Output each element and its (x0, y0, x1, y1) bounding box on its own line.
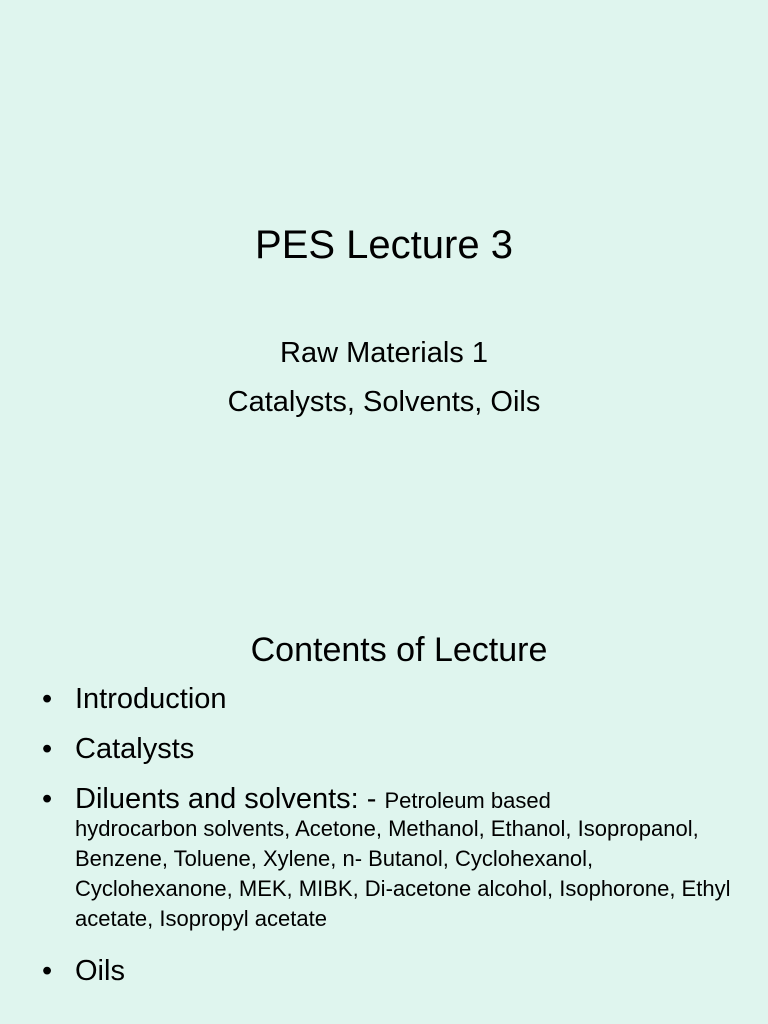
list-item-oils (42, 954, 742, 988)
list-item-label: Catalysts (75, 733, 195, 765)
bullet-icon: • (42, 955, 53, 987)
list-item-detail-first: Petroleum based (384, 788, 551, 813)
list-item-label: Oils (75, 955, 125, 987)
list-item-catalysts (42, 732, 742, 766)
bullet-icon: • (42, 683, 53, 715)
list-item-detail: hydrocarbon solvents, Acetone, Methanol, Ethanol, Isopropanol, Benzene, Toluene, Xylene, n- Butanol, Cyclohexanol, Cyclohexanone, MEK, MIBK, Di-acetone alcohol, Isophorone, Ethyl acetate, Isopropyl acetate (75, 816, 731, 931)
contents-slide (0, 610, 768, 1024)
contents-list (42, 682, 742, 1004)
subtitle-raw-materials: Raw Materials 1 (280, 337, 488, 369)
list-item-introduction (42, 682, 742, 716)
list-item-label: Introduction (75, 683, 227, 715)
bullet-icon: • (42, 733, 53, 765)
subtitle-topics: Catalysts, Solvents, Oils (227, 386, 541, 418)
list-item-label: Diluents and solvents: - (75, 783, 385, 815)
contents-heading: Contents of Lecture (250, 631, 548, 669)
slide-title: PES Lecture 3 (255, 223, 513, 267)
list-item-diluents-solvents (42, 782, 742, 934)
bullet-icon: • (42, 783, 53, 815)
